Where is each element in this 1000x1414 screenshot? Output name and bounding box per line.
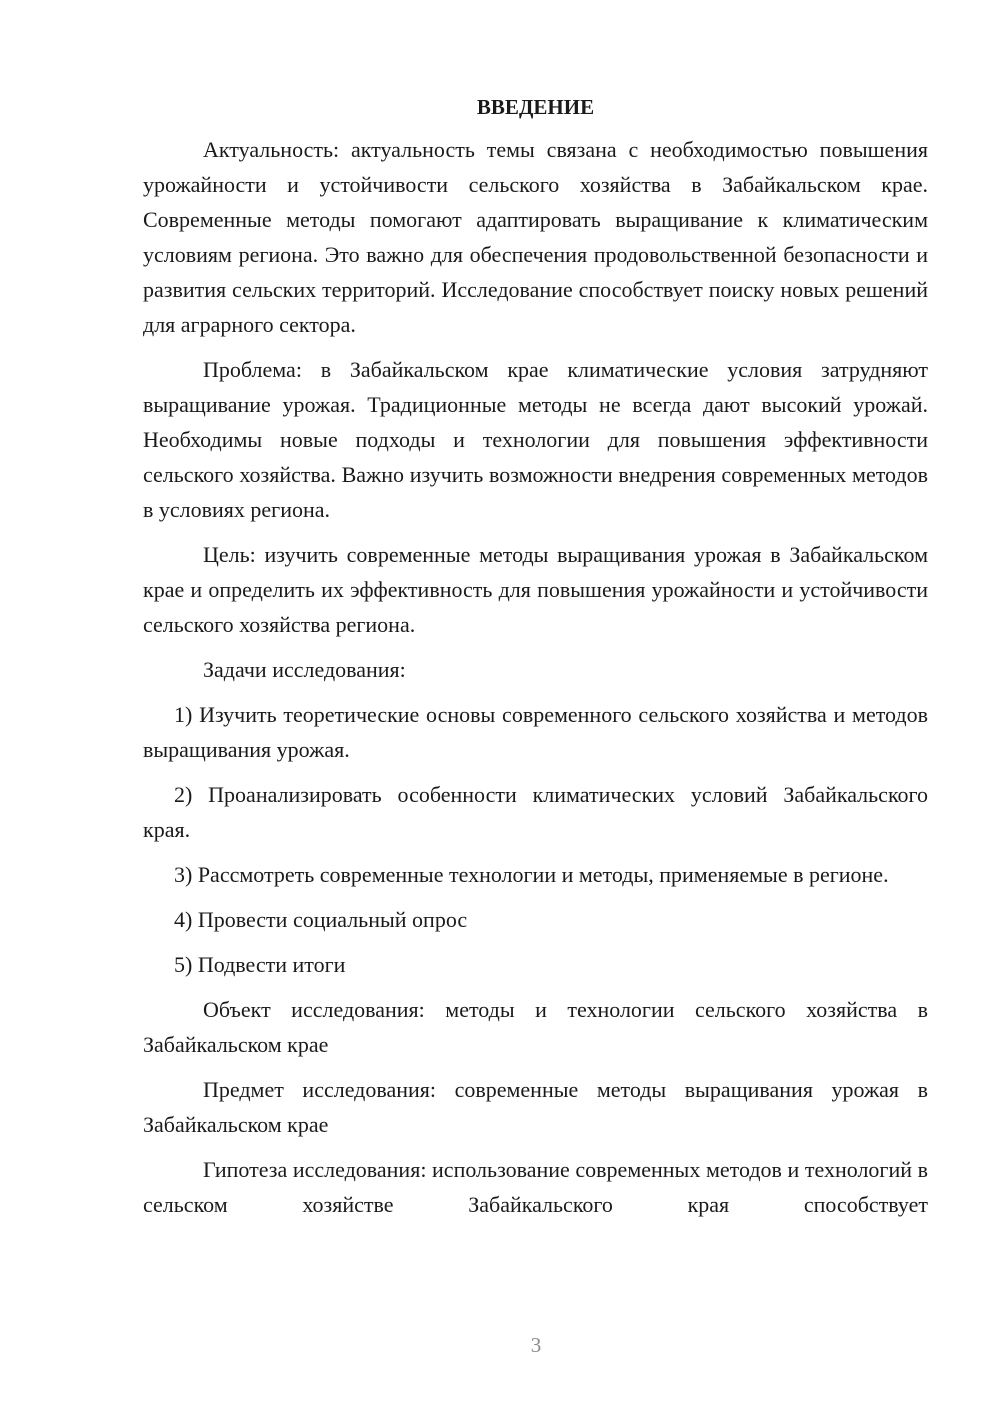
- task-item-1: 1) Изучить теоретические основы современного сельского хозяйства и методов выращивания урожая.: [143, 702, 928, 762]
- tasks-heading: Задачи исследования:: [203, 657, 406, 682]
- task-item-3: 3) Рассмотреть современные технологии и методы, применяемые в регионе.: [174, 862, 889, 887]
- paragraph-goal: Цель: изучить современные методы выращивания урожая в Забайкальском крае и определить их эффективность для повышения урожайности и устойчивости сельского хозяйства региона.: [143, 542, 928, 637]
- paragraph-problem: Проблема: в Забайкальском крае климатические условия затрудняют выращивание урожая. Традиционные методы не всегда дают высокий урожай. Необходимы новые подходы и технологии для повышения эффективности сельского хозяйства. Важно изучить возможности внедрения современных методов в условиях региона.: [143, 357, 928, 522]
- page-title: ВВЕДЕНИЕ: [476, 95, 595, 119]
- paragraph-subject: Предмет исследования: современные методы выращивания урожая в Забайкальском крае: [143, 1077, 928, 1137]
- task-item-2: 2) Проанализировать особенности климатических условий Забайкальского края.: [143, 782, 928, 842]
- paragraph-hypothesis: Гипотеза исследования: использование современных методов и технологий в сельском хозяйстве Забайкальского края способствует: [143, 1157, 928, 1217]
- document-page: [143, 92, 928, 1232]
- task-item-4: 4) Провести социальный опрос: [174, 907, 468, 932]
- task-item-5: 5) Подвести итоги: [174, 952, 346, 977]
- page-number: 3: [530, 1333, 542, 1357]
- paragraph-relevance: Актуальность: актуальность темы связана с необходимостью повышения урожайности и устойчивости сельского хозяйства в Забайкальском крае. Современные методы помогают адаптировать выращивание к климатическим условиям региона. Это важно для обеспечения продовольственной безопасности и развития сельских территорий. Исследование способствует поиску новых решений для аграрного сектора.: [143, 137, 928, 337]
- paragraph-object: Объект исследования: методы и технологии сельского хозяйства в Забайкальском крае: [143, 997, 928, 1057]
